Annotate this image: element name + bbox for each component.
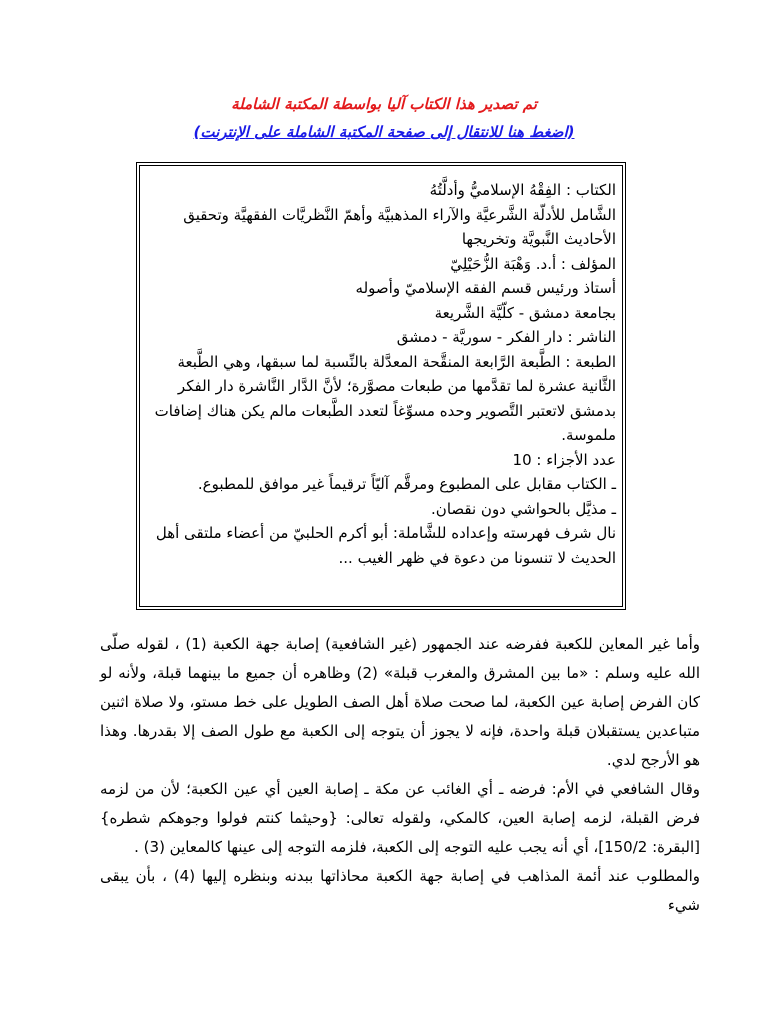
publisher-line: الناشر : دار الفكر - سوريَّة - دمشق — [396, 328, 616, 346]
book-subtitle-line: الشَّامل للأدلّة الشَّرعيَّة والآراء المذهبيَّة وأهمّ النَّظريَّات الفقهيَّة وتحقيق الأحاديث النَّبويَّة وتخريجها — [183, 205, 616, 248]
author-line: المؤلف : أ.د. وَهْبَة الزُّحَيْلِيّ — [450, 254, 616, 273]
numbering-note-line: ـ الكتاب مقابل على المطبوع ومرقَّم آليّاً ترقيماً غير موافق للمطبوع. — [197, 475, 616, 493]
edition-line: الطبعة : الطَّبعة الرَّابعة المنقَّحة المعدَّلة بالنِّسبة لما سبقها، وهي الطَّبعة الثَّانية عشرة لما تقدَّمها من طبعات مصوَّرة؛ لأنَّ الدَّار النَّاشرة دار الفكر بدمشق لاتعتبر التَّصوير وحده مسوِّغاً لتعدد الطَّبعات مالم يكن هناك إضافات ملموسة. — [154, 352, 616, 444]
shamela-website-link[interactable]: (اضغط هنا للانتقال إلى صفحة المكتبة الشاملة على الإنترنت) — [193, 123, 575, 141]
export-note: تم تصدير هذا الكتاب آليا بواسطة المكتبة الشاملة — [231, 95, 537, 113]
book-info-text — [146, 178, 616, 570]
indexer-credit-line: نال شرف فهرسته وإعداده للشَّاملة: أبو أكرم الحلبيّ من أعضاء ملتقى أهل الحديث لا تنسونا من دعوة في ظهر الغيب ... — [155, 524, 616, 567]
body-text — [100, 630, 700, 920]
body-paragraph: وأما غير المعاين للكعبة ففرضه عند الجمهور (غير الشافعية) إصابة جهة الكعبة (1) ، لقوله صلّى الله عليه وسلم : «ما بين المشرق والمغرب قبلة» (2) وظاهره أن جميع ما بينهما قبلة، ولأنه لو كان الفرض إصابة عين الكعبة، لما صحت صلاة أهل الصف الطويل على خط مستو، ولا صلاة اثنين متباعدين يستقبلان قبلة واحدة، فإنه لا يجوز أن يتوجه إلى الكعبة مع طول الصف إلا بقدرها. وهذا هو الأرجح لدي. — [100, 635, 700, 769]
author-position-line: أستاذ ورئيس قسم الفقه الإسلاميّ وأصوله — [355, 279, 616, 297]
volumes-line: عدد الأجزاء : 10 — [512, 450, 616, 469]
body-paragraph: وقال الشافعي في الأم: فرضه ـ أي الغائب عن مكة ـ إصابة العين أي عين الكعبة؛ لأن من لزمه فرض القبلة، لزمه إصابة العين، كالمكي، ولقوله تعالى: {وحيثما كنتم فولوا وجوهكم شطره} [البقرة: 150/2]، أي أنه يجب عليه التوجه إلى الكعبة، فلزمه التوجه إلى عينها كالمعاين (3) . — [100, 780, 700, 856]
body-paragraph: والمطلوب عند أئمة المذاهب في إصابة جهة الكعبة محاذاتها ببدنه وبنظره إليها (4) ، بأن يبقى شيء — [100, 867, 700, 914]
footnotes-note-line: ـ مذيَّل بالحواشي دون نقصان. — [431, 499, 616, 518]
book-title-line: الكتاب : الفِقْهُ الإسلاميُّ وأدلَّتُهُ — [429, 181, 616, 199]
author-university-line: بجامعة دمشق - كلّيَّة الشَّريعة — [434, 303, 616, 322]
